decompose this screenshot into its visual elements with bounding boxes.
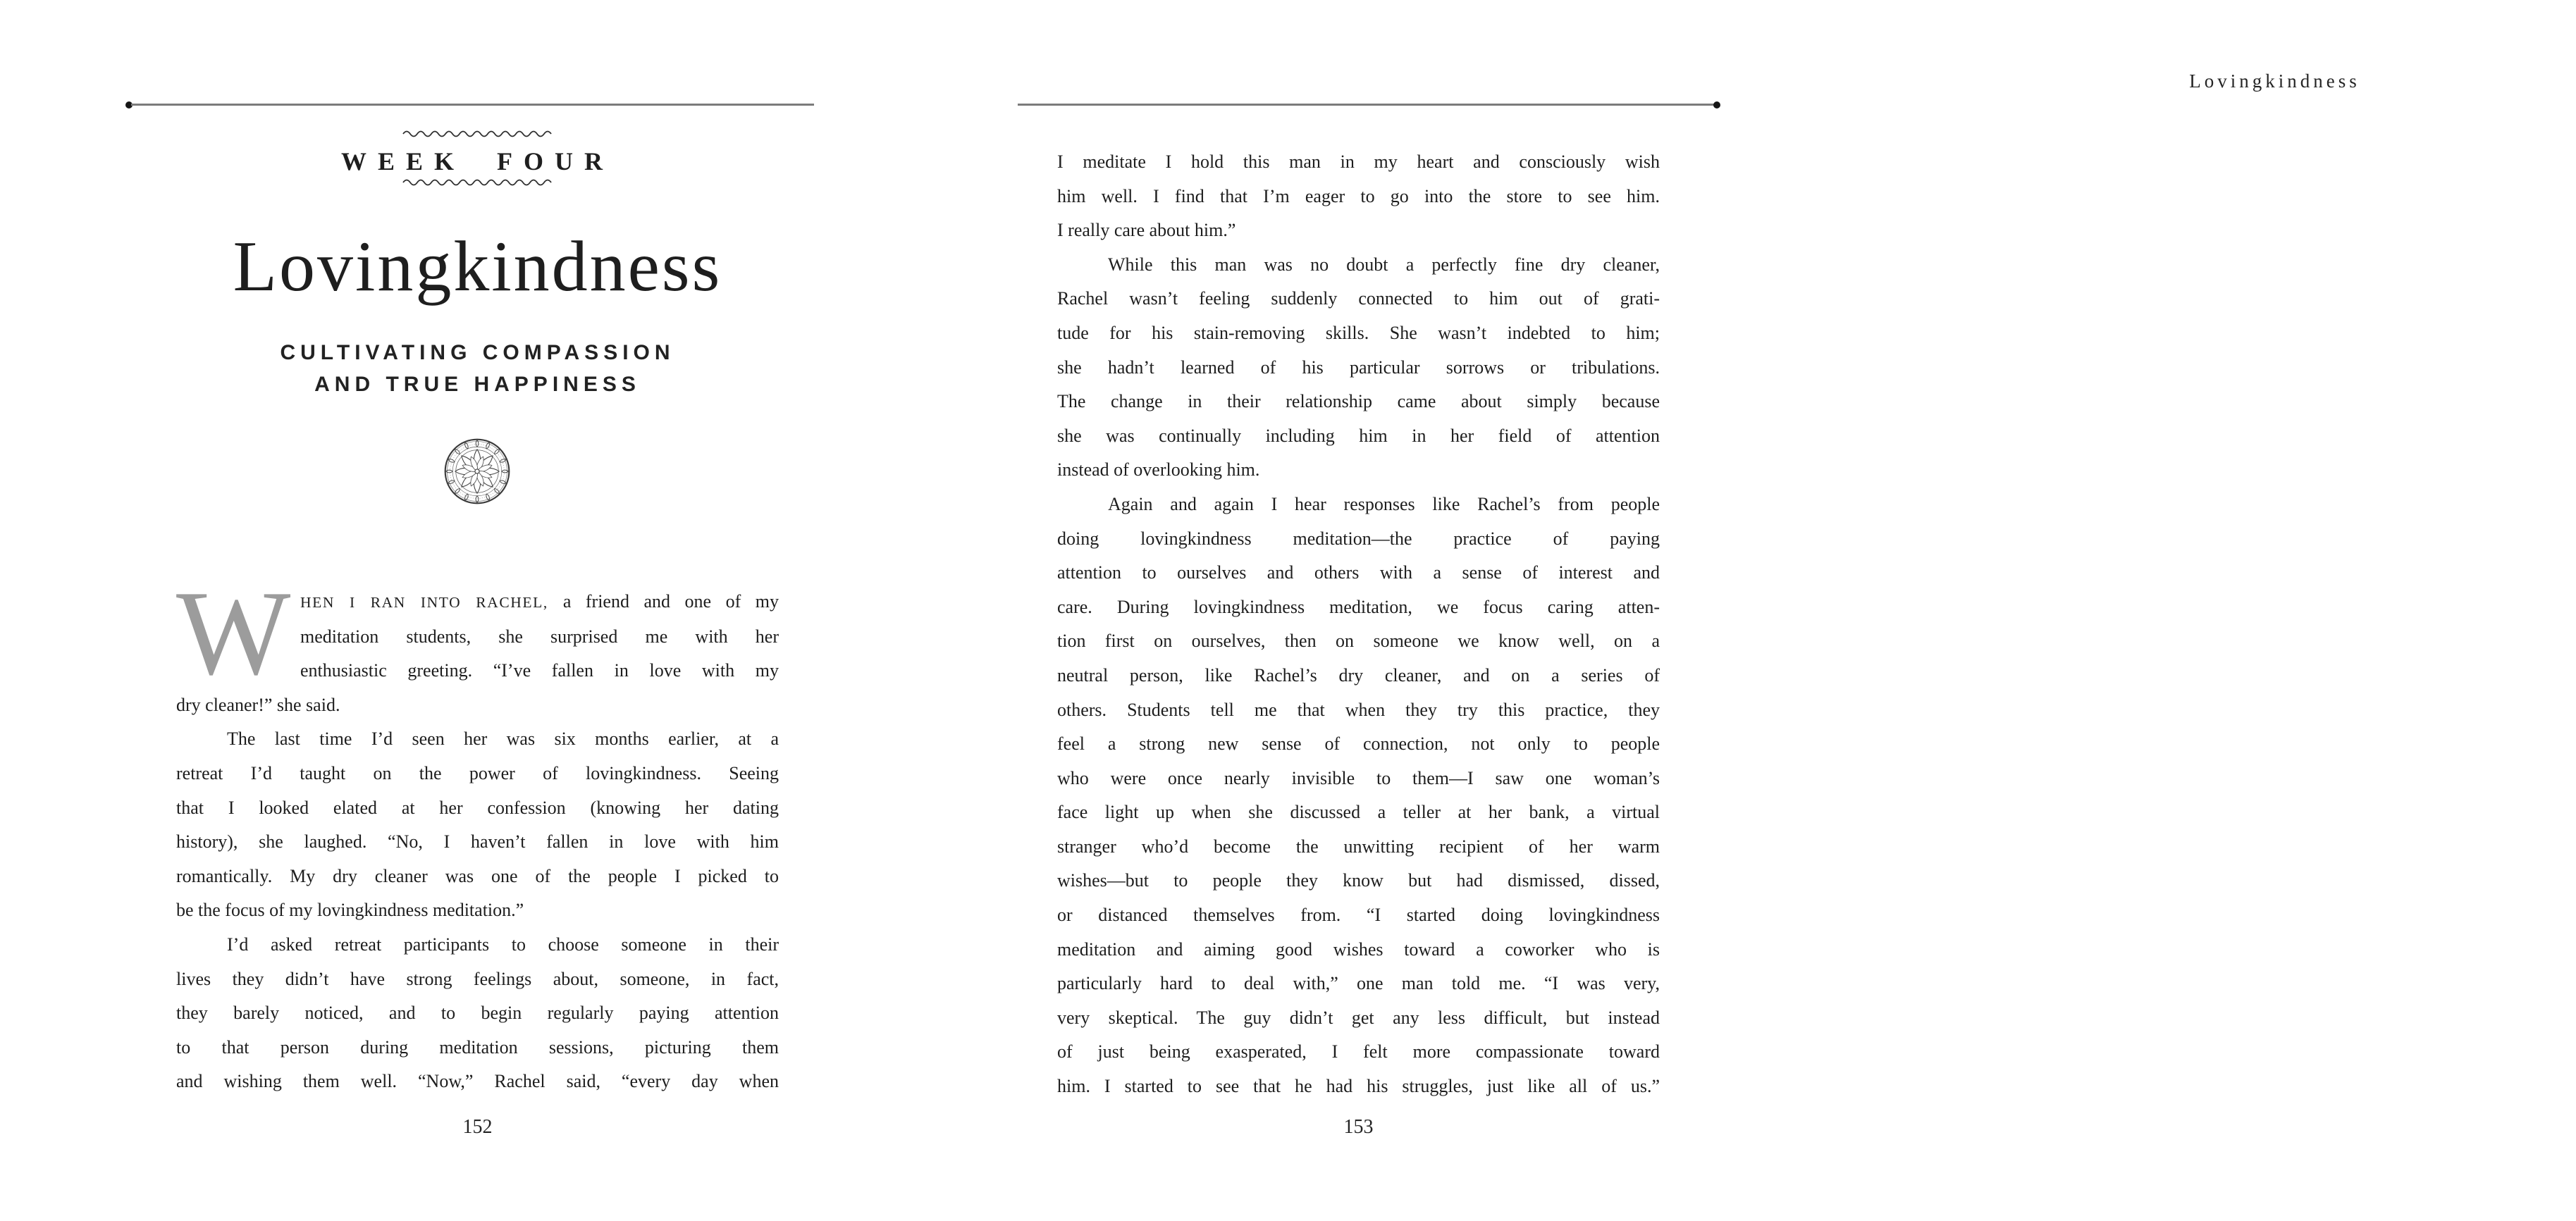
text-line: to that person during meditation sessions, picturing them <box>176 1036 779 1058</box>
text-line: be the focus of my lovingkindness meditation.” <box>176 900 524 921</box>
lotus-medallion-icon <box>443 438 511 505</box>
text-line: Rachel wasn’t feeling suddenly connected to him out of grati- <box>1057 288 1660 309</box>
text-line: wishes—but to people they know but had dismissed, dissed, <box>1057 870 1660 891</box>
text-line: history), she laughed. “No, I haven’t fallen in love with him <box>176 831 779 853</box>
text-line: The change in their relationship came about simply because <box>1057 391 1660 412</box>
text-line: care. During lovingkindness meditation, we focus caring atten- <box>1057 596 1660 617</box>
chapter-title: Lovingkindness <box>233 227 722 306</box>
text-line: romantically. My dry cleaner was one of the people I picked to <box>176 865 779 886</box>
right-paragraph-1 <box>1057 145 1660 248</box>
chapter-subtitle <box>176 337 779 400</box>
text-line: and wishing them well. “Now,” Rachel said, “every day when <box>176 1071 779 1092</box>
text-line: him. I started to see that he had his struggles, just like all of us.” <box>1057 1076 1660 1097</box>
text-line: While this man was no doubt a perfectly fine dry cleaner, <box>1108 254 1660 275</box>
drop-cap: W <box>176 566 291 700</box>
text-line: tion first on ourselves, then on someone we know well, on a <box>1057 631 1660 652</box>
text-line: tude for his stain-removing skills. She wasn’t indebted to him; <box>1057 322 1660 343</box>
text-line: particularly hard to deal with,” one man told me. “I was very, <box>1057 973 1660 994</box>
right-paragraph-2 <box>1057 248 1660 488</box>
text-line: doing lovingkindness meditation—the practice of paying <box>1057 528 1660 549</box>
text-line: or distanced themselves from. “I started doing lovingkindness <box>1057 905 1660 926</box>
wavy-rule-bottom-icon <box>176 178 779 186</box>
text-line: stranger who’d become the unwitting recipient of her warm <box>1057 836 1660 857</box>
text-line: him well. I find that I’m eager to go into the store to see him. <box>1057 185 1660 206</box>
header-rule-left <box>131 104 814 106</box>
right-paragraph-3 <box>1057 488 1660 1104</box>
header-rule-right <box>1018 104 1714 106</box>
text-line: they barely noticed, and to begin regularly paying attention <box>176 1003 779 1024</box>
text-line: of just being exasperated, I felt more compassionate toward <box>1057 1041 1660 1062</box>
text-line: feel a strong new sense of connection, not only to people <box>1057 733 1660 755</box>
text-line: she was continually including him in her field of attention <box>1057 425 1660 446</box>
text-line: others. Students tell me that when they try this practice, they <box>1057 699 1660 720</box>
left-paragraph-3 <box>176 928 779 1099</box>
text-line: very skeptical. The guy didn’t get any less difficult, but instead <box>1057 1007 1660 1028</box>
text-line: attention to ourselves and others with a sense of interest and <box>1057 562 1660 583</box>
running-header: Lovingkindness <box>2189 70 2360 92</box>
left-page <box>0 0 916 1221</box>
right-page <box>916 0 2360 1221</box>
text-line: who were once nearly invisible to them—I saw one woman’s <box>1057 767 1660 788</box>
wavy-rule-top-icon <box>176 129 779 137</box>
chapter-subtitle-line-2: AND TRUE HAPPINESS <box>314 373 641 396</box>
text-line: Again and again I hear responses like Rachel’s from people <box>1108 493 1660 514</box>
text-line: I’d asked retreat participants to choose someone in their <box>227 934 779 955</box>
text-line: neutral person, like Rachel’s dry cleaner, and on a series of <box>1057 664 1660 686</box>
chapter-subtitle-line-1: CULTIVATING COMPASSION <box>280 341 675 364</box>
small-caps-lead-in: HEN I RAN INTO RACHEL, <box>300 594 563 611</box>
text-line: dry cleaner!” she said. <box>176 694 340 715</box>
left-paragraph-2 <box>176 722 779 928</box>
text-line: meditation students, she surprised me with her <box>300 626 779 647</box>
text-line: that I looked elated at her confession (knowing her dating <box>176 797 779 818</box>
rule-endpoint-dot-right <box>1713 101 1720 109</box>
text-line: I really care about him.” <box>1057 220 1236 241</box>
text-line: I meditate I hold this man in my heart and consciously wish <box>1057 151 1660 172</box>
text-line: HEN I RAN INTO RACHEL, a friend and one of my <box>300 591 779 612</box>
text-line: meditation and aiming good wishes toward a coworker who is <box>1057 938 1660 960</box>
text-line: The last time I’d seen her was six months earlier, at a <box>227 729 779 750</box>
page-number-right: 153 <box>1343 1116 1374 1138</box>
page-number-left: 152 <box>462 1116 493 1138</box>
text-line: retreat I’d taught on the power of lovingkindness. Seeing <box>176 762 779 783</box>
text-line: face light up when she discussed a teller at her bank, a virtual <box>1057 802 1660 823</box>
text-line: instead of overlooking him. <box>1057 459 1260 481</box>
left-body-text <box>176 566 779 1099</box>
kicker: WEEK FOUR <box>340 147 614 175</box>
right-body-text <box>1057 145 1660 1104</box>
text-line: lives they didn’t have strong feelings about, someone, in fact, <box>176 968 779 989</box>
left-paragraph-1 <box>176 566 779 722</box>
text-line: she hadn’t learned of his particular sorrows or tribulations. <box>1057 357 1660 378</box>
text-line: enthusiastic greeting. “I’ve fallen in love with my <box>300 660 779 681</box>
